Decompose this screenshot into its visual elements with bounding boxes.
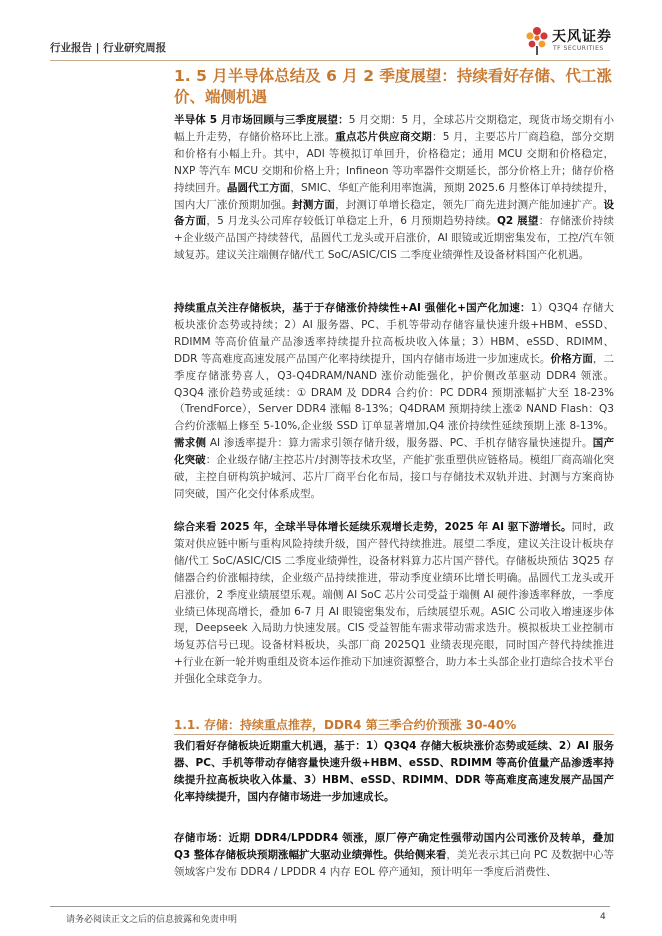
bold-text: 封测方面 bbox=[292, 198, 336, 211]
paragraph-may-review bbox=[174, 112, 614, 264]
header-divider bbox=[50, 60, 610, 61]
logo-name-en: TF SECURITIES bbox=[553, 45, 604, 52]
footer-divider bbox=[50, 906, 610, 907]
bold-text: 设备方面 bbox=[174, 198, 615, 228]
paragraph-summary-2025 bbox=[174, 519, 614, 688]
bold-text: 晶圆代工方面 bbox=[226, 181, 291, 194]
body-text: 同时，政策对供应链中断与重构风险持续升级，国产替代持续推进。展望二季度，建议关注设计板块存储/代工 SoC/ASIC/CIS 二季度业绩弹性，设备材料算力芯片国产替代。存储板块预估 3Q25 存储器合约价涨幅持续，企业级产品持续推进，带动季度业绩环比增长明确。晶圆代工龙头或开启涨价，2 季度业绩展望乐观。端侧 AI SoC 芯片公司受益于端侧 AI 硬件渗透率释放，一季度业绩已体现高增长，叠加 6-7 月 AI 眼镜密集发布，后续展望乐观。ASIC 公司收入增速逐步体现，Deepseek 入局助力快速发展。CIS 受益智能车需求带动需求迭升。模拟板块工业控制市场复苏信号已现。设备材料板块，头部厂商 2025Q1 业绩表现亮眼，同时国产替代持续推进+行业在新一轮并购重组及资本运作推动下加速资源整合，助力本土头部企业打造综合技术平台并强化全球竞争力。 bbox=[174, 521, 614, 686]
logo-name-cn: 天风证券 bbox=[552, 29, 612, 45]
body-text: ，SMIC、华虹产能利用率饱满，预期 2025.6 月整体订单持续提升，国内大厂涨价预期加强。 bbox=[174, 181, 615, 211]
paragraph-storage-opportunity bbox=[174, 738, 614, 806]
body-text: ，封测订单增长稳定，领先厂商先进封测产能加速扩产。 bbox=[335, 198, 604, 211]
page-number: 4 bbox=[600, 912, 606, 922]
lead-text: 半导体 5 月市场回顾与三季度展望： bbox=[174, 114, 349, 126]
body-text: 1）Q3Q4 存储大板块涨价态势或持续；2）AI 服务器、PC、手机等带动存储容量快速升级+HBM、eSSD、RDIMM 等高价值量产品渗透率持续提升拉高板块收入体量；3）HBM、eSSD、RDIMM、DDR 等高难度高速发展产品国产化率持续提升，国内存储市场进一步加速成长。 bbox=[174, 302, 614, 365]
body-text: ，美光表示其已向 PC 及数据中心等领域客户发布 DDR4 / LPDDR 4 内存 EOL 停产通知，预计明年一季度后消费性、 bbox=[174, 848, 615, 878]
subsection-title: 1.1. 存储：持续重点推荐，DDR4 第三季合约价预涨 30-40% bbox=[174, 718, 517, 732]
paragraph-storage-market bbox=[174, 830, 614, 881]
bold-text: 供给侧来看 bbox=[393, 848, 447, 861]
body-text: ：企业级存储/主控芯片/封测等技术攻坚，产能扩张重塑供应链格局。模组厂商高端化突破，主控自研构筑护城河、芯片厂商平台化布局，接口与存储技术双轨并进、封测与方案商协同突破，国产化交付体系成型。 bbox=[174, 454, 615, 500]
bold-text: 国产化突破 bbox=[174, 437, 615, 467]
lead-text: 持续重点关注存储板块，基于于存储涨价持续性+AI 强催化+国产化加速： bbox=[174, 302, 531, 314]
footer-disclaimer: 请务必阅读正文之后的信息披露和免责申明 bbox=[66, 915, 238, 925]
logo-flower-icon bbox=[522, 24, 552, 56]
body-text: ：存储涨价持续+企业级产品国产持续替代，晶圆代工龙头或开启涨价，AI 眼镜或近期密集发布，工控/汽车领域复苏。建议关注端侧存储/代工 SoC/ASIC/CIS 二季度业绩弹性及设备材料国产化机遇。 bbox=[174, 215, 614, 262]
body-text: ，5 月龙头公司库存较低订单稳定上升，6 月预期趋势持续。 bbox=[206, 215, 497, 228]
bold-text: 重点芯片供应商交期 bbox=[335, 130, 432, 143]
section-title: 1. 5 月半导体总结及 6 月 2 季度展望：持续看好存储、代工涨价、端侧机遇 bbox=[174, 67, 612, 106]
bold-text: Q2 展望 bbox=[496, 215, 539, 228]
body-text: 5 月交期：5 月，全球芯片交期稳定，现货市场交期有小幅上升走势，存储价格环比上涨。 bbox=[174, 114, 614, 143]
body-text: ，二季度存储涨势喜人，Q3-Q4DRAM/NAND 涨价动能强化，护价侧改革驱动 DDR4 领涨。Q3Q4 涨价趋势或延续：① DRAM 及 DDR4 合约价：PC DDR4 预期涨幅扩大至 18-23%（TrendForce），Server DDR4 涨幅 8-13%；Q4DRAM 预期持续上涨② NAND Flash：Q3 合约价涨幅上修至 5-10%,企业级 SSD 订单显著增加,Q4 涨价持续性延续预期上涨 8-13%。 bbox=[174, 352, 615, 433]
body-text: ：5 月，主要芯片厂商趋稳，部分交期和价格有小幅上升。其中，ADI 等模拟订单回升，价格稳定；通用 MCU 交期和价格稳定，NXP 等汽车 MCU 交期和价格上升；Infineon 等功率器件交期延长，部分价格上升；储存价格持续回升。 bbox=[174, 130, 615, 194]
tf-securities-logo bbox=[522, 24, 632, 58]
paragraph-storage-focus bbox=[174, 300, 614, 503]
lead-text: 存储市场：近期 DDR4/LPDDR4 领涨，原厂停产确定性强带动国内公司涨价及转单，叠加 Q3 整体存储板块预期涨幅扩大驱动业绩弹性。 bbox=[174, 832, 614, 861]
lead-text: 综合来看 2025 年，全球半导体增长延续乐观增长走势，2025 年 AI 驱下游增长。 bbox=[174, 521, 572, 533]
body-text: AI 渗透率提升：算力需求引领存储升级，服务器、PC、手机存储容量快速提升。 bbox=[206, 437, 593, 450]
subsection-divider bbox=[174, 734, 614, 735]
bold-text: 价格方面 bbox=[550, 352, 593, 365]
bold-text: 需求侧 bbox=[174, 437, 207, 450]
bold-paragraph-text: 我们看好存储板块近期重大机遇，基于：1）Q3Q4 存储大板块涨价态势或延续、2）AI 服务器、PC、手机等带动存储容量快速升级+HBM、eSSD、RDIMM 等高价值量产品渗透率持续提升拉高板块收入体量、3）HBM、eSSD、RDIMM、DDR 等高难度高速发展产品国产化率持续提升，国内存储市场进一步加速成长。 bbox=[174, 740, 614, 803]
report-type-header: 行业报告 | 行业研究周报 bbox=[50, 42, 167, 54]
